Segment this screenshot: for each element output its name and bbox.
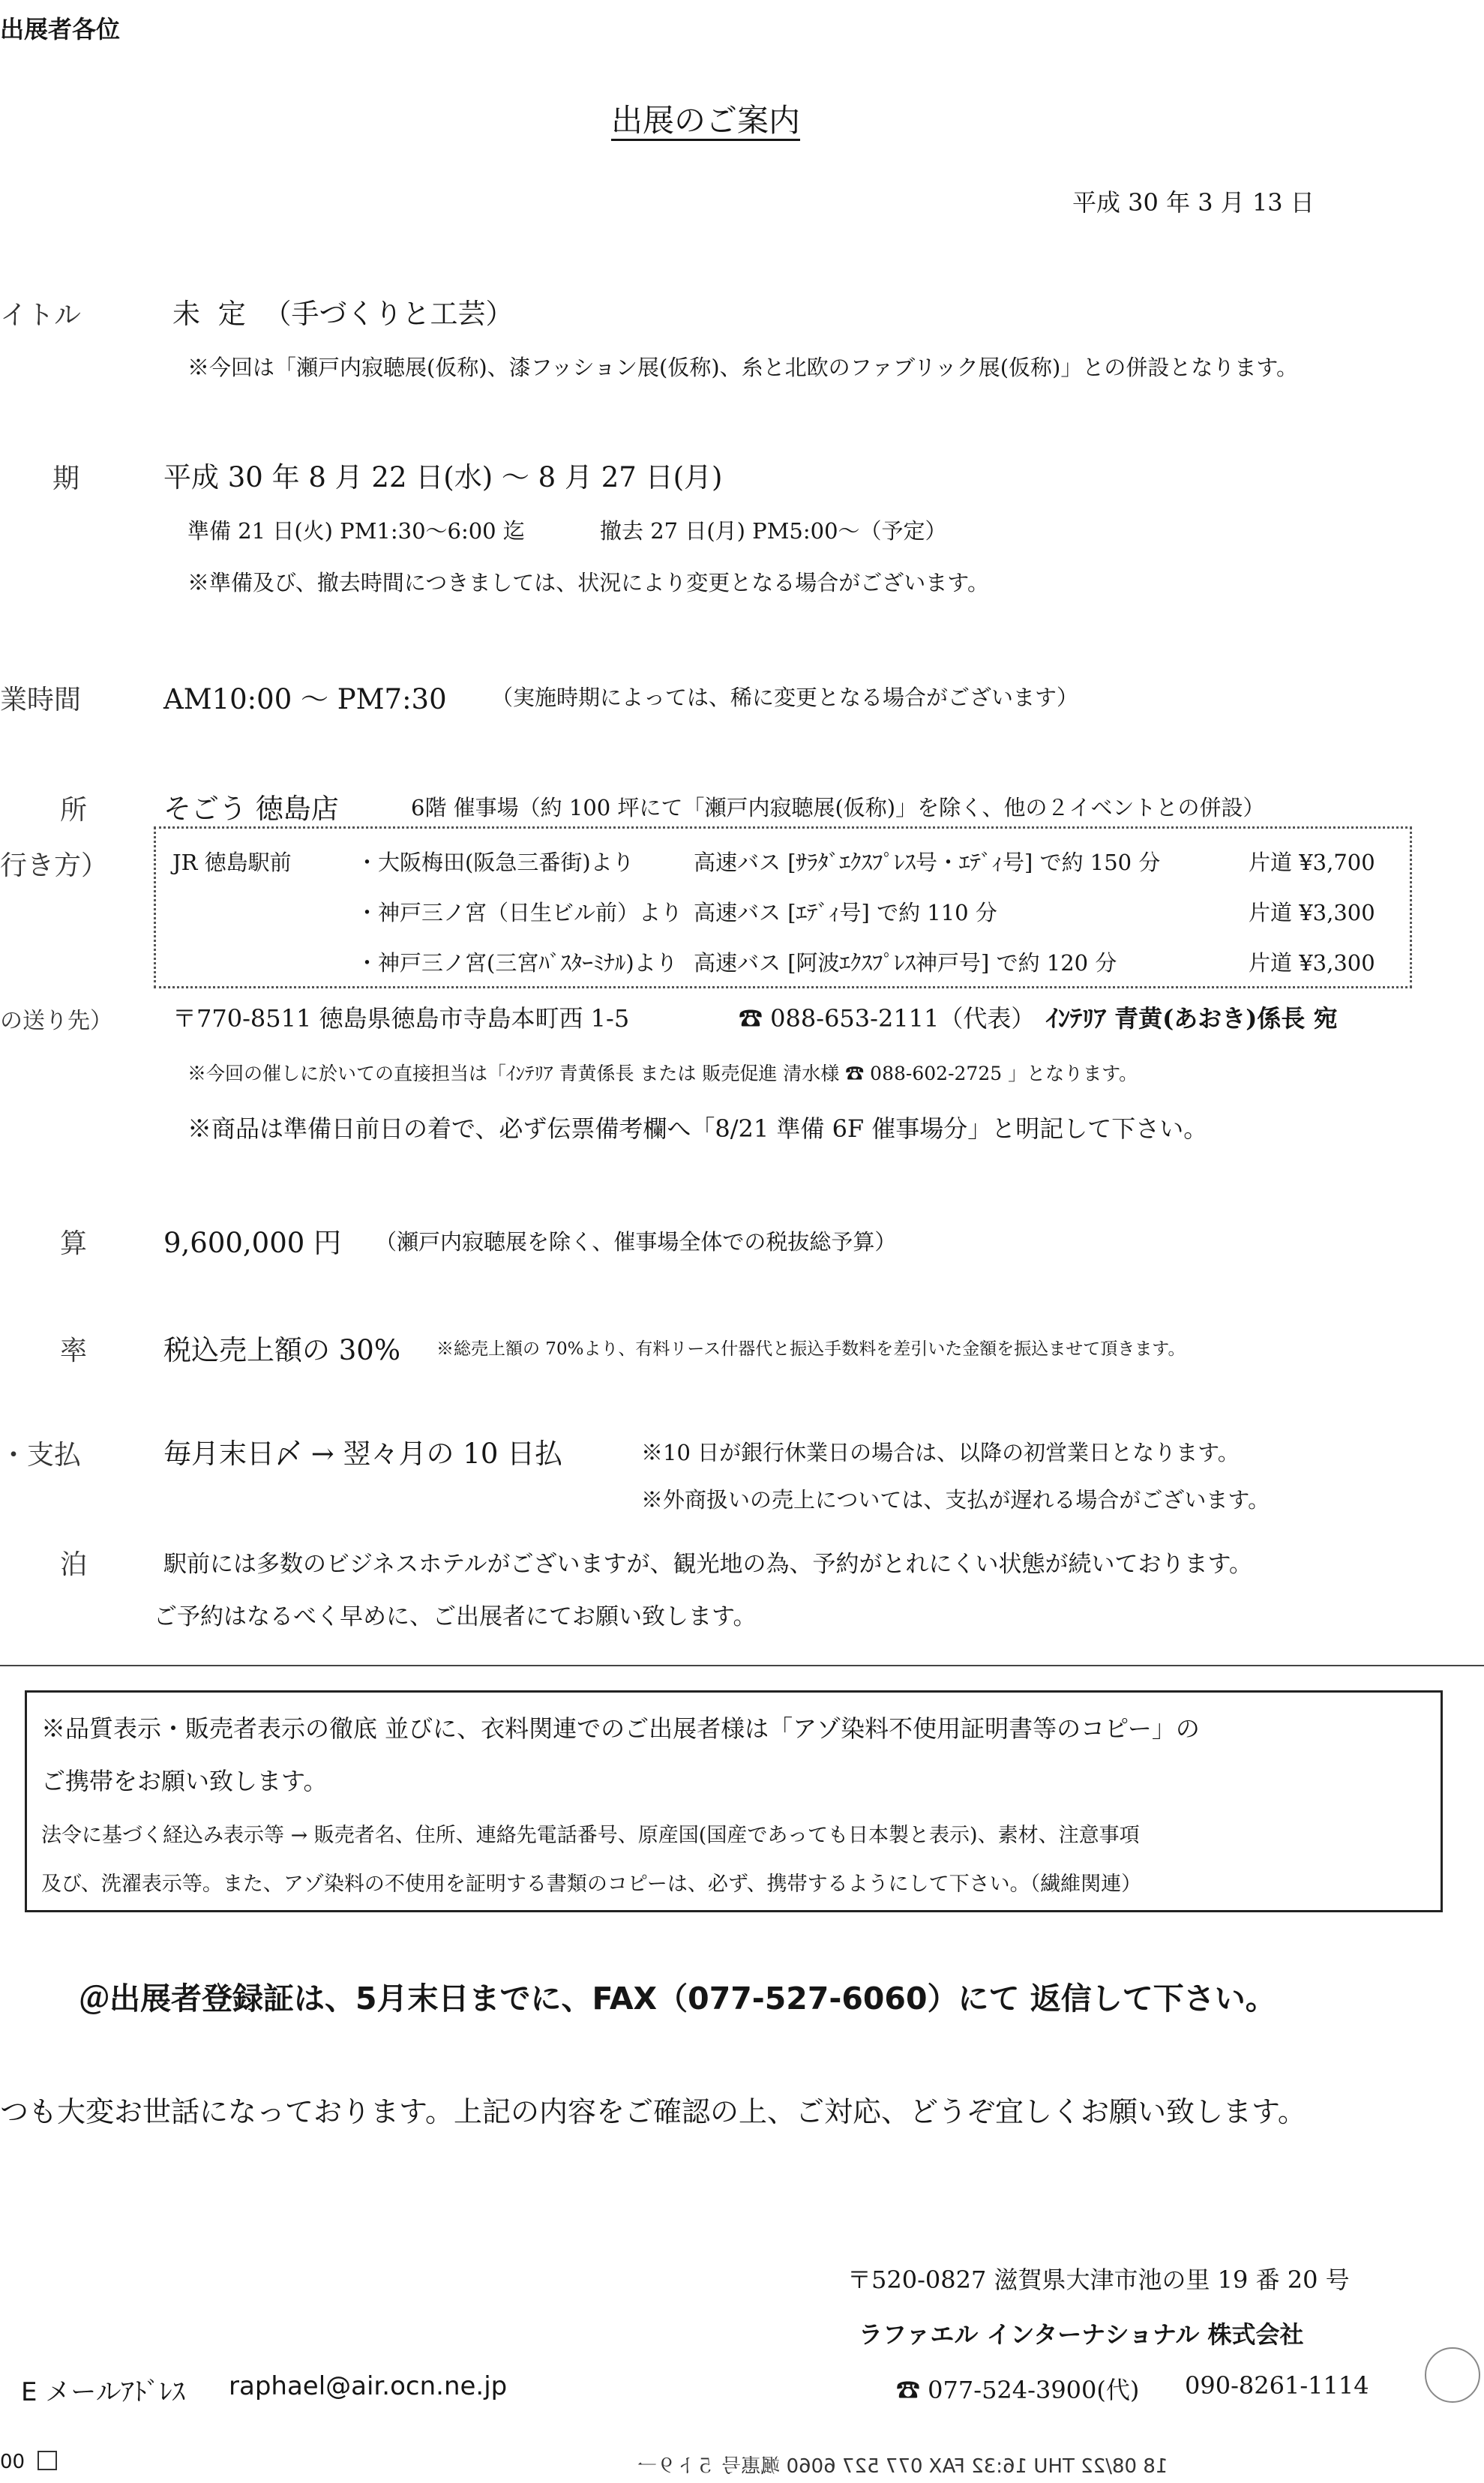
- section-divider: [0, 1665, 1484, 1666]
- route-fare: 片道 ¥3,300: [1249, 900, 1375, 925]
- venue-detail: 6階 催事場（約 100 坪にて「瀬戸内寂聴展(仮称)」を除く、他の２イベントとの併設）: [411, 795, 1265, 820]
- rate-note: ※総売上額の 70%より、有料リース什器代と振込手数料を差引いた金額を振込ませて頂きます。: [436, 1339, 1186, 1359]
- shipping-note: ※今回の催しに於いての直接担当は「ｲﾝﾃﾘｱ 青黄係長 または 販売促進 清水様 ☎ 088-602-2725 」となります。: [187, 1063, 1138, 1084]
- hours-value: AM10:00 ～ PM7:30: [163, 683, 447, 715]
- shipping-contact: ｲﾝﾃﾘｱ 青黄(あおき)係長 宛: [1046, 1004, 1338, 1033]
- email-label: E メールｱﾄﾞﾚｽ: [21, 2377, 185, 2407]
- period-value: 平成 30 年 8 月 22 日(水) ～ 8 月 27 日(月): [163, 461, 723, 493]
- payment-note-1: ※10 日が銀行休業日の場合は、以降の初営業日となります。: [641, 1440, 1240, 1465]
- shipping-tel: ☎ 088-653-2111（代表）: [739, 1004, 1036, 1033]
- stamp-seal: [1425, 2347, 1480, 2403]
- sender-tel: ☎ 077-524-3900(代): [896, 2376, 1140, 2404]
- notice-line-2: ご携帯をお願い致します。: [41, 1767, 328, 1795]
- route-fare: 片道 ¥3,300: [1249, 950, 1375, 976]
- shipping-label: の送り先）: [0, 1008, 112, 1034]
- notice-line-3: 法令に基づく経込み表示等 → 販売者名、住所、連絡先電話番号、原産国(国産であっても日本製と表示)、素材、注意事項: [41, 1824, 1140, 1847]
- registration-instruction: ＠出展者登録証は、5月末日までに、FAX（077-527-6060）にて 返信して下さい。: [79, 1981, 1276, 2017]
- notice-line-4: 及び、洗濯表示等。また、アゾ染料の不使用を証明する書類のコピーは、必ず、携帯するようにして下さい。（繊維関連）: [41, 1873, 1142, 1896]
- budget-value: 9,600,000 円: [163, 1227, 342, 1259]
- prep-time: 準備 21 日(火) PM1:30～6:00 迄: [187, 518, 525, 544]
- budget-note: （瀬戸内寂聴展を除く、催事場全体での税抜総予算）: [375, 1229, 897, 1255]
- rate-label: 率: [60, 1336, 88, 1366]
- lodging-line-2: ご予約はなるべく早めに、ご出展者にてお願い致します。: [154, 1603, 757, 1630]
- shipping-address: 〒770-8511 徳島県徳島市寺島本町西 1-5: [172, 1004, 630, 1033]
- access-label: 行き方）: [0, 850, 109, 881]
- page-title: 出展のご案内: [611, 102, 801, 139]
- venue-label: 所: [60, 795, 88, 826]
- hours-note: （実施時期によっては、稀に変更となる場合がございます）: [491, 685, 1079, 710]
- rate-value: 税込売上額の 30%: [163, 1334, 400, 1366]
- lodging-label: 泊: [60, 1549, 88, 1580]
- route-from: ・神戸三ノ宮(三宮ﾊﾞｽﾀｰﾐﾅﾙ)より: [356, 950, 678, 976]
- sender-mobile: 090-8261-1114: [1185, 2371, 1369, 2400]
- addressee: 出展者各位: [0, 15, 121, 43]
- closing-message: つも大変お世話になっております。上記の内容をご確認の上、ご対応、どうぞ宜しくお願い致します。: [0, 2095, 1306, 2128]
- teardown-time: 撤去 27 日(月) PM5:00～（予定）: [600, 518, 947, 544]
- hours-label: 業時間: [0, 685, 82, 715]
- title-label: イトル: [0, 300, 82, 331]
- route-from: ・大阪梅田(阪急三番街)より: [356, 850, 634, 875]
- sender-postal: 〒520-0827 滋賀県大津市池の里 19 番 20 号: [847, 2266, 1350, 2294]
- payment-note-2: ※外商扱いの売上については、支払が遅れる場合がございます。: [641, 1487, 1270, 1513]
- checkbox-icon: [37, 2451, 57, 2470]
- period-label: 期: [52, 463, 80, 494]
- exhibition-title: 未 定 （手づくりと工芸）: [172, 298, 514, 330]
- access-station: JR 徳島駅前: [172, 850, 292, 875]
- route-bus: 高速バス [阿波ｴｸｽﾌﾟﾚｽ神戸号] で約 120 分: [694, 950, 1117, 976]
- venue-value: そごう 徳島店: [163, 793, 339, 825]
- document-date: 平成 30 年 3 月 13 日: [1072, 188, 1315, 217]
- notice-line-1: ※品質表示・販売者表示の徹底 並びに、衣料関連でのご出展者様は「アゾ染料不使用証明書等のコピー」の: [41, 1714, 1200, 1743]
- sender-company: ラファエル インターナショナル 株式会社: [859, 2320, 1304, 2349]
- payment-value: 毎月末日〆 → 翌々月の 10 日払: [163, 1438, 563, 1470]
- shipping-instruction: ※商品は準備日前日の着で、必ず伝票備考欄へ「8/21 準備 6F 催事場分」と明記して下さい。: [187, 1114, 1208, 1143]
- payment-label: ・支払: [0, 1440, 82, 1471]
- lodging-line-1: 駅前には多数のビジネスホテルがございますが、観光地の為、予約がとれにくい状態が続いております。: [163, 1551, 1253, 1578]
- email-address: raphael@air.ocn.ne.jp: [229, 2371, 508, 2401]
- route-bus: 高速バス [ｴﾃﾞｨ号] で約 110 分: [694, 900, 997, 925]
- route-bus: 高速バス [ｻﾗﾀﾞｴｸｽﾌﾟﾚｽ号・ｴﾃﾞｨ号] で約 150 分: [694, 850, 1161, 875]
- title-note: ※今回は「瀬戸内寂聴展(仮称)、漆フッション展(仮称)、糸と北欧のファブリック展(仮称)」との併設となります。: [187, 355, 1299, 380]
- route-fare: 片道 ¥3,700: [1249, 850, 1375, 875]
- budget-label: 算: [60, 1228, 88, 1259]
- period-note: ※準備及び、撤去時間につきましては、状況により変更となる場合がございます。: [187, 570, 989, 595]
- fax-footer-left: 00: [0, 2451, 25, 2473]
- route-from: ・神戸三ノ宮（日生ビル前）より: [356, 900, 683, 925]
- fax-header-mirrored: 18 08/22 THU 16:32 FAX 077 527 6060 颯惠号 ５ト９一: [637, 2455, 1168, 2478]
